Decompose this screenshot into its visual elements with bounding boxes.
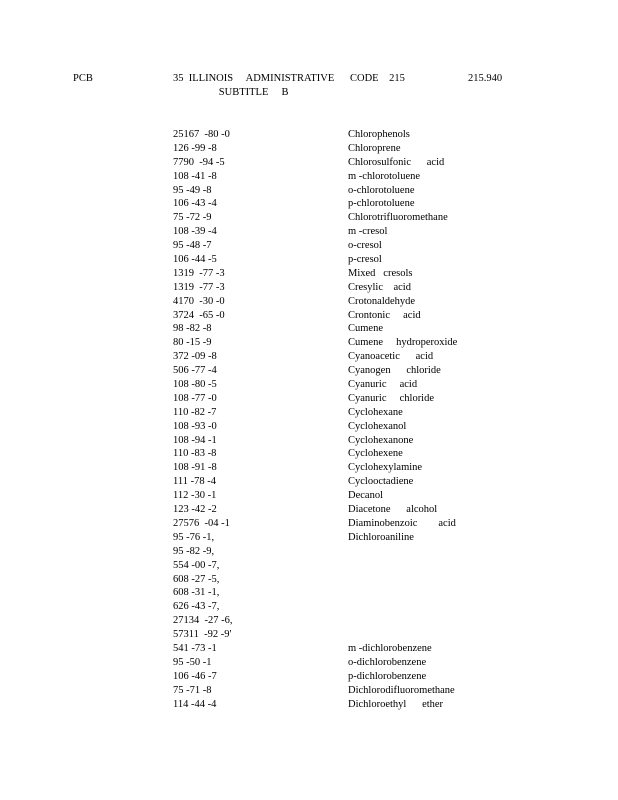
cas-number: 27134 -27 -6, (173, 615, 233, 627)
chemical-name: Cumene hydroperoxide (348, 337, 458, 349)
header-section-number: 215.940 (468, 73, 503, 84)
chemical-name: Diacetone alcohol (348, 504, 438, 516)
cas-number: 126 -99 -8 (173, 142, 217, 154)
header-title-line1: 35 ILLINOIS ADMINISTRATIVE (173, 73, 335, 84)
cas-number: 106 -43 -4 (173, 198, 217, 210)
cas-number: 110 -83 -8 (173, 448, 217, 460)
cas-number: 95 -82 -9, (173, 545, 215, 557)
chemical-name: Chlorosulfonic acid (348, 156, 445, 168)
chemical-name: Cyclohexanol (348, 420, 407, 432)
cas-number: 111 -78 -4 (173, 476, 216, 488)
chemical-name: m -cresol (348, 226, 388, 238)
cas-number: 372 -09 -8 (173, 351, 217, 363)
cas-number: 506 -77 -4 (173, 365, 217, 377)
chemical-name (348, 586, 457, 600)
chemical-name (348, 614, 457, 628)
chemical-name: Cyanoacetic acid (348, 351, 434, 363)
cas-number: 554 -00 -7, (173, 559, 220, 571)
chemical-name: o-dichlorobenzene (348, 656, 427, 668)
chemical-name (348, 573, 457, 587)
chemical-name: Dichlorodifluoromethane (348, 684, 455, 696)
cas-number: 80 -15 -9 (173, 337, 212, 349)
cas-number: 57311 -92 -9' (173, 629, 232, 641)
cas-number: 108 -80 -5 (173, 379, 217, 391)
chemical-name: Cyanuric chloride (348, 392, 435, 404)
cas-number-column (173, 128, 233, 711)
cas-number: 1319 -77 -3 (173, 281, 225, 293)
chemical-name: Cresylic acid (348, 281, 411, 293)
cas-number: 95 -76 -1, (173, 531, 215, 543)
chemical-name: Decanol (348, 490, 383, 502)
chemical-name: Cyclohexane (348, 406, 403, 418)
chemical-name: Cumene (348, 323, 383, 335)
chemical-name: Chloroprene (348, 142, 401, 154)
header-title (173, 72, 334, 100)
chemical-name: Cyclohexanone (348, 434, 414, 446)
chemical-name: o-cresol (348, 240, 382, 252)
chemical-name (348, 545, 457, 559)
cas-number: 27576 -04 -1 (173, 517, 230, 529)
chemical-name: Cyanogen chloride (348, 365, 441, 377)
cas-number: 112 -30 -1 (173, 490, 217, 502)
cas-number: 608 -31 -1, (173, 587, 220, 599)
chemical-name: Chlorophenols (348, 129, 410, 140)
cas-number: 106 -44 -5 (173, 254, 217, 266)
cas-number: 3724 -65 -0 (173, 309, 225, 321)
header-title-line2: SUBTITLE B (218, 86, 289, 98)
chemical-name: Cyanuric acid (348, 379, 418, 391)
cas-number: 95 -48 -7 (173, 240, 212, 252)
chemical-name: Chlorotrifluoromethane (348, 212, 448, 224)
cas-number: 108 -77 -0 (173, 392, 217, 404)
cas-number: 108 -94 -1 (173, 434, 217, 446)
chemical-name: Diaminobenzoic acid (348, 517, 456, 529)
cas-number: 108 -41 -8 (173, 170, 217, 182)
cas-number: 25167 -80 -0 (173, 129, 230, 140)
cas-number: 108 -93 -0 (173, 420, 217, 432)
chemical-name-column (348, 128, 457, 711)
cas-number: 75 -71 -8 (173, 684, 212, 696)
chemical-name: Cyclohexene (348, 448, 403, 460)
cas-number: 608 -27 -5, (173, 573, 220, 585)
chemical-name (348, 628, 457, 642)
chemical-name (348, 559, 457, 573)
cas-number: 108 -39 -4 (173, 226, 217, 238)
cas-number: 1319 -77 -3 (173, 267, 225, 279)
chemical-name: p-dichlorobenzene (348, 670, 427, 682)
cas-number: 541 -73 -1 (173, 642, 217, 654)
cas-number: 95 -50 -1 (173, 656, 212, 668)
chemical-name: Cyclohexylamine (348, 462, 423, 474)
cas-number: 626 -43 -7, (173, 601, 220, 613)
chemical-name (348, 600, 457, 614)
cas-number: 106 -46 -7 (173, 670, 217, 682)
chemical-name: Crontonic acid (348, 309, 421, 321)
chemical-name: m -chlorotoluene (348, 170, 421, 182)
chemical-name: Mixed cresols (348, 267, 413, 279)
cas-number: 7790 -94 -5 (173, 156, 225, 168)
cas-number: 98 -82 -8 (173, 323, 212, 335)
chemical-name: Cyclooctadiene (348, 476, 414, 488)
chemical-name: Crotonaldehyde (348, 295, 416, 307)
cas-number: 108 -91 -8 (173, 462, 217, 474)
cas-number: 95 -49 -8 (173, 184, 212, 196)
cas-number: 114 -44 -4 (173, 698, 217, 710)
chemical-name: Dichloroethyl ether (348, 698, 444, 710)
header-agency: PCB (73, 73, 93, 84)
chemical-name: o-chlorotoluene (348, 184, 415, 196)
chemical-name: Dichloroaniline (348, 531, 414, 543)
cas-number: 110 -82 -7 (173, 406, 217, 418)
cas-number: 123 -42 -2 (173, 504, 217, 516)
cas-number: 75 -72 -9 (173, 212, 212, 224)
chemical-name: p-cresol (348, 254, 382, 266)
header-code: CODE 215 (350, 73, 405, 84)
chemical-name: m -dichlorobenzene (348, 642, 432, 654)
chemical-name: p-chlorotoluene (348, 198, 415, 210)
cas-number: 4170 -30 -0 (173, 295, 225, 307)
